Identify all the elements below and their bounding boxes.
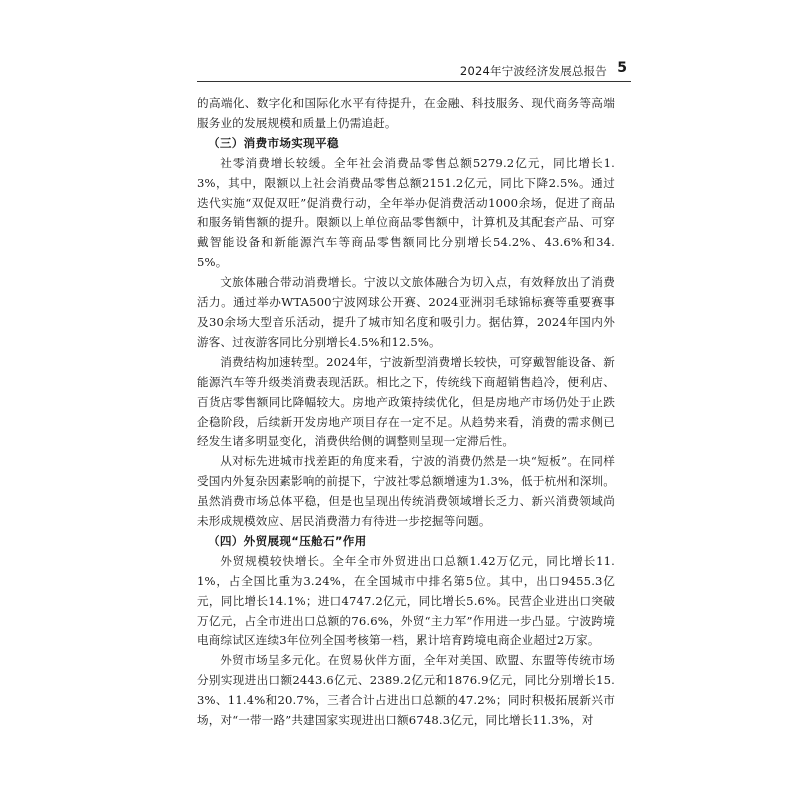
paragraph-retail-sales: 社零消费增长较缓。全年社会消费品零售总额5279.2亿元，同比增长1.3%，其中，限额以上社会消费品零售总额2151.2亿元，同比下降2.5%。通过迭代实施“双促双旺”促消费行动，全年举办促消费活动1000余场，促进了商品和服务销售额的提升。限额以上单位商品零售额中，计算机及其配套产品、可穿戴智能设备和新能源汽车等商品零售额同比分别增长54.2%、43.6%和34.5%。 [197,155,615,270]
running-header [197,60,631,82]
header-rule [197,81,631,82]
paragraph-benchmark-gap: 从对标先进城市找差距的角度来看，宁波的消费仍然是一块“短板”。在同样受国内外复杂因素影响的前提下，宁波社零总额增速为1.3%，低于杭州和深圳。虽然消费市场总体平稳，但是也呈现出传统消费领域增长乏力、新兴消费领域尚未形成规模效应、居民消费潜力有待进一步挖掘等问题。 [197,454,615,529]
section-heading-consumption: （三）消费市场实现平稳 [208,135,339,150]
page-number: 5 [617,60,627,76]
paragraph-trade-markets: 外贸市场呈多元化。在贸易伙伴方面，全年对美国、欧盟、东盟等传统市场分别实现进出口额2443.6亿元、2389.2亿元和1876.9亿元，同比分别增长15.3%、11.4%和20.7%，三者合计占进出口总额的47.2%；同时积极拓展新兴市场，对“一带一路”共建国家实现进出口额6748.3亿元，同比增长11.3%，对 [197,653,615,728]
intro-paragraph: 的高端化、数字化和国际化水平有待提升，在金融、科技服务、现代商务等高端服务业的发展规模和质量上仍需追赶。 [197,96,615,130]
section-heading-foreign-trade: （四）外贸展现“压舱石”作用 [208,533,367,548]
paragraph-culture-tourism: 文旅体融合带动消费增长。宁波以文旅体融合为切入点，有效释放出了消费活力。通过举办WTA500宁波网球公开赛、2024亚洲羽毛球锦标赛等重要赛事及30余场大型音乐活动，提升了城市知名度和吸引力。据估算，2024年国内外游客、过夜游客同比分别增长4.5%和12.5%。 [197,275,615,349]
paragraph-trade-scale: 外贸规模较快增长。全年全市外贸进出口总额1.42万亿元，同比增长11.1%，占全国比重为3.24%，在全国城市中排名第5位。其中，出口9455.3亿元，同比增长14.1%；进口4747.2亿元，同比增长5.6%。民营企业进出口突破万亿元，占全市进出口总额的76.6%，外贸“主力军”作用进一步凸显。宁波跨境电商综试区连续3年位列全国考核第一档，累计培育跨境电商企业超过2万家。 [197,553,615,648]
running-header-title: 2024年宁波经济发展总报告 [459,64,607,78]
page-body [197,94,615,731]
paragraph-consumption-structure: 消费结构加速转型。2024年，宁波新型消费增长较快，可穿戴智能设备、新能源汽车等升级类消费表现活跃。相比之下，传统线下商超销售趋冷，便利店、百货店零售额同比降幅较大。房地产政策持续优化，但是房地产市场仍处于止跌企稳阶段，后续新开发房地产项目存在一定不足。从趋势来看，消费的需求侧已经发生诸多明显变化，消费供给侧的调整则呈现一定滞后性。 [197,354,615,449]
